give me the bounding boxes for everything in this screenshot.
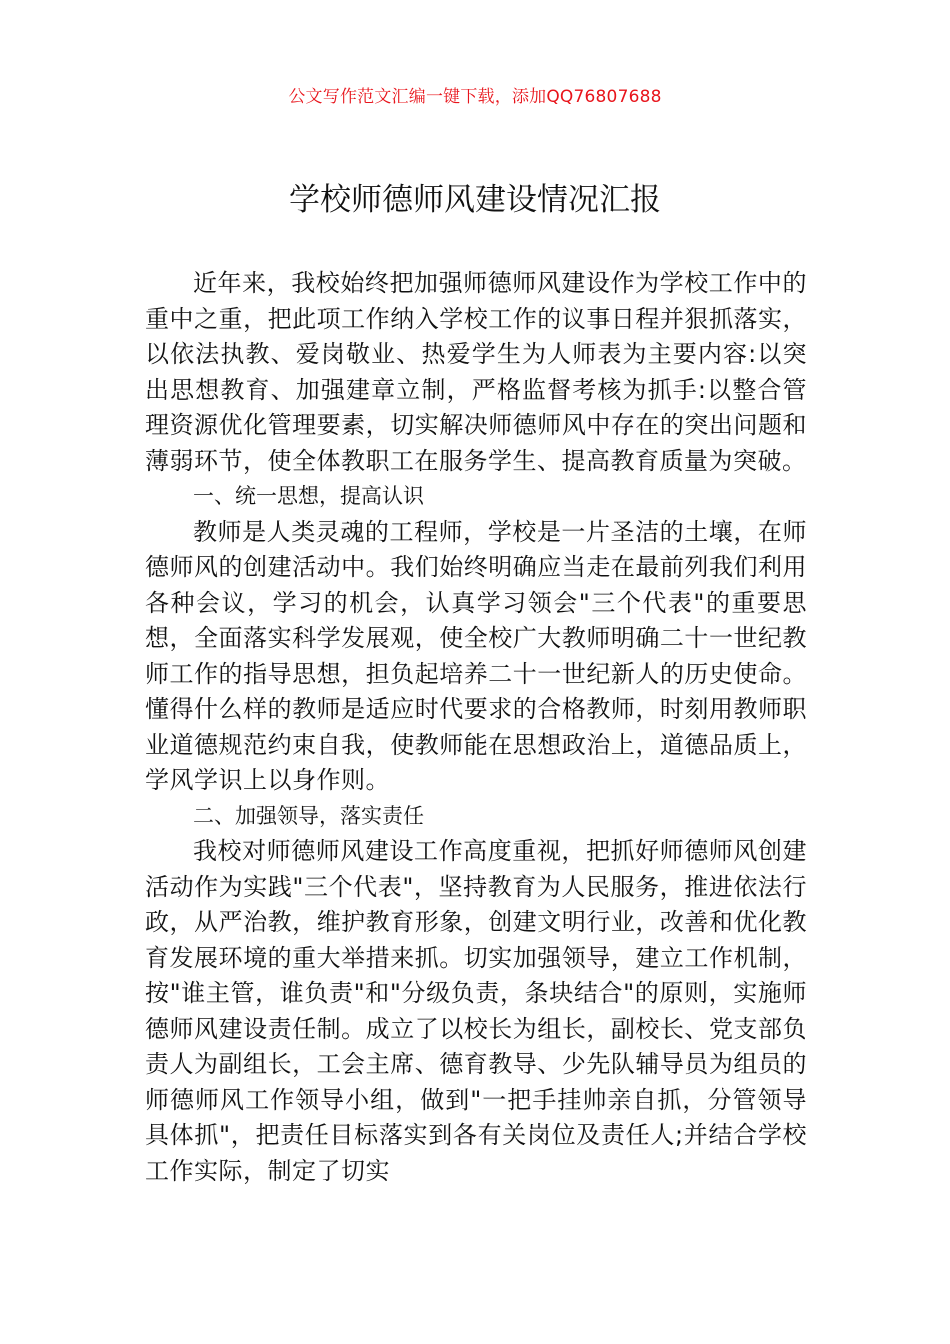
document-body bbox=[145, 266, 807, 1189]
download-notice: 公文写作范文汇编一键下载，添加QQ76807688 bbox=[288, 87, 662, 107]
paragraph-section-1: 教师是人类灵魂的工程师，学校是一片圣洁的土壤，在师德师风的创建活动中。我们始终明确应当走在最前列我们利用各种会议，学习的机会，认真学习领会"三个代表"的重要思想，全面落实科学发展观，使全校广大教师明确二十一世纪教师工作的指导思想，担负起培养二十一世纪新人的历史使命。懂得什么样的教师是适应时代要求的合格教师，时刻用教师职业道德规范约束自我，使教师能在思想政治上，道德品质上，学风学识上以身作则。 bbox=[145, 517, 807, 794]
section-heading-1: 一、统一思想，提高认识 bbox=[193, 484, 424, 508]
section-heading-2: 二、加强领导，落实责任 bbox=[193, 803, 424, 828]
paragraph-section-2: 我校对师德师风建设工作高度重视，把抓好师德师风创建活动作为实践"三个代表"，坚持教育为人民服务，推进依法行政，从严治教，维护教育形象，创建文明行业，改善和优化教育发展环境的重大举措来抓。切实加强领导，建立工作机制，按"谁主管，谁负责"和"分级负责，条块结合"的原则，实施师德师风建设责任制。成立了以校长为组长，副校长、党支部负责人为副组长，工会主席、德育教导、少先队辅导员为组员的师德师风工作领导小组，做到"一把手挂帅亲自抓，分管领导具体抓"，把责任目标落实到各有关岗位及责任人;并结合学校工作实际，制定了切实 bbox=[145, 837, 807, 1185]
paragraph-intro: 近年来，我校始终把加强师德师风建设作为学校工作中的重中之重，把此项工作纳入学校工作的议事日程并狠抓落实，以依法执教、爱岗敬业、热爱学生为人师表为主要内容:以突出思想教育、加强建章立制，严格监督考核为抓手:以整合管理资源优化管理要素，切实解决师德师风中存在的突出问题和薄弱环节，使全体教职工在服务学生、提高教育质量为突破。 bbox=[145, 269, 807, 475]
document-title: 学校师德师风建设情况汇报 bbox=[289, 182, 661, 218]
